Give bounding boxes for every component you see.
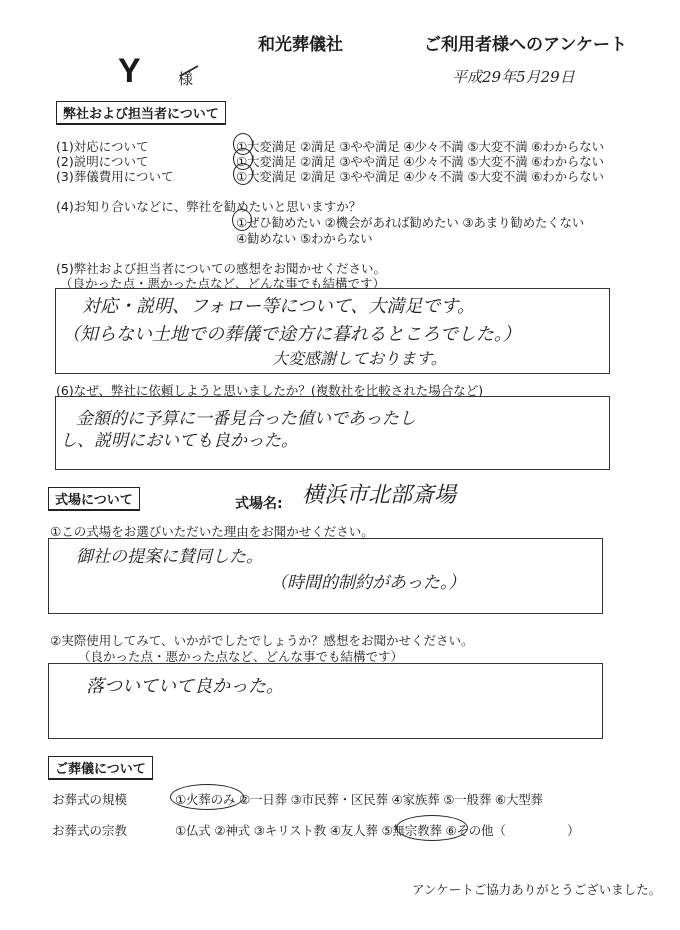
section-heading-funeral: ご葬儀について: [48, 756, 153, 780]
question-1-label: (1)対応について: [56, 139, 149, 154]
venue-question-2-label: ②実際使用してみて、いかがでしたでしょうか？感想をお聞かせください。: [50, 633, 474, 648]
honorific: 様: [178, 70, 194, 88]
selection-circle-religion: [396, 815, 468, 841]
funeral-scale-label: お葬式の規模: [52, 792, 128, 807]
question-5-answer-line-3: 大変感謝しております。: [272, 349, 447, 368]
venue-question-2-hint: （良かった点・悪かった点など、どんな事でも結構です）: [78, 649, 404, 664]
section-heading-company: 弊社および担当者について: [56, 101, 226, 125]
question-6-answer-line-1: 金額的に予算に一番見合った値いであったし: [76, 409, 416, 429]
funeral-scale-options: ①火葬のみ ②一日葬 ③市民葬・区民葬 ④家族葬 ⑤一般葬 ⑥大型葬: [175, 792, 543, 807]
question-4-options-1: ①ぜひ勧めたい ②機会があれば勧めたい ③あまり勧めたくない: [236, 215, 585, 230]
venue-question-1-answer-line-1: 御社の提案に賛同した。: [76, 547, 263, 567]
funeral-religion-options: ①仏式 ②神式 ③キリスト教 ④友人葬 ⑤無宗教葬 ⑥その他（ ）: [175, 823, 580, 838]
funeral-religion-label: お葬式の宗教: [52, 823, 128, 838]
selection-circle-q4: [232, 209, 252, 231]
question-5-answer-line-1: 対応・説明、フォロー等について、大満足です。: [82, 296, 475, 317]
question-2-options: ①大変満足 ②満足 ③やや満足 ④少々不満 ⑤大変不満 ⑥わからない: [236, 154, 604, 169]
question-5-hint: （良かった点・悪かった点など、どんな事でも結構です）: [60, 276, 386, 291]
survey-date: 平成29年5月29日: [452, 68, 575, 86]
venue-question-1-answer-line-2: （時間的制約があった。）: [270, 573, 466, 593]
selection-circle-q3: [233, 163, 253, 185]
section-heading-venue: 式場について: [48, 487, 140, 511]
selection-circle-scale: [170, 784, 244, 810]
question-4-options-2: ④勧めない ⑤わからない: [236, 231, 373, 246]
venue-label: 式場名:: [235, 496, 283, 512]
venue-name: 横浜市北部斎場: [302, 483, 457, 508]
question-5-label: (5)弊社および担当者についての感想をお聞かせください。: [56, 261, 386, 276]
survey-title: ご利用者様へのアンケート: [424, 35, 627, 55]
question-6-answer-line-2: し、説明においても良かった。: [60, 431, 298, 451]
question-2-label: (2)説明について: [56, 154, 149, 169]
recipient-name: Y: [118, 52, 141, 90]
question-3-options: ①大変満足 ②満足 ③やや満足 ④少々不満 ⑤大変不満 ⑥わからない: [236, 169, 604, 184]
thank-you-footer: アンケートご協力ありがとうございました。: [412, 882, 662, 897]
strike-mark: [178, 62, 200, 80]
question-6-label: (6)なぜ、弊社に依頼しようと思いましたか？(複数社を比較された場合など): [56, 383, 484, 398]
question-1-options: ①大変満足 ②満足 ③やや満足 ④少々不満 ⑤大変不満 ⑥わからない: [236, 139, 604, 154]
venue-question-2-answer: 落ついていて良かった。: [86, 676, 284, 697]
company-name: 和光葬儀社: [258, 35, 343, 55]
question-3-label: (3)葬儀費用について: [56, 169, 174, 184]
venue-question-1-label: ①この式場をお選びいただいた理由をお聞かせください。: [50, 524, 374, 539]
question-5-answer-line-2: （知らない土地での葬儀で途方に暮れるところでした。）: [62, 324, 521, 345]
question-4-label: (4)お知り合いなどに、弊社を勧めたいと思いますか？: [56, 199, 362, 214]
